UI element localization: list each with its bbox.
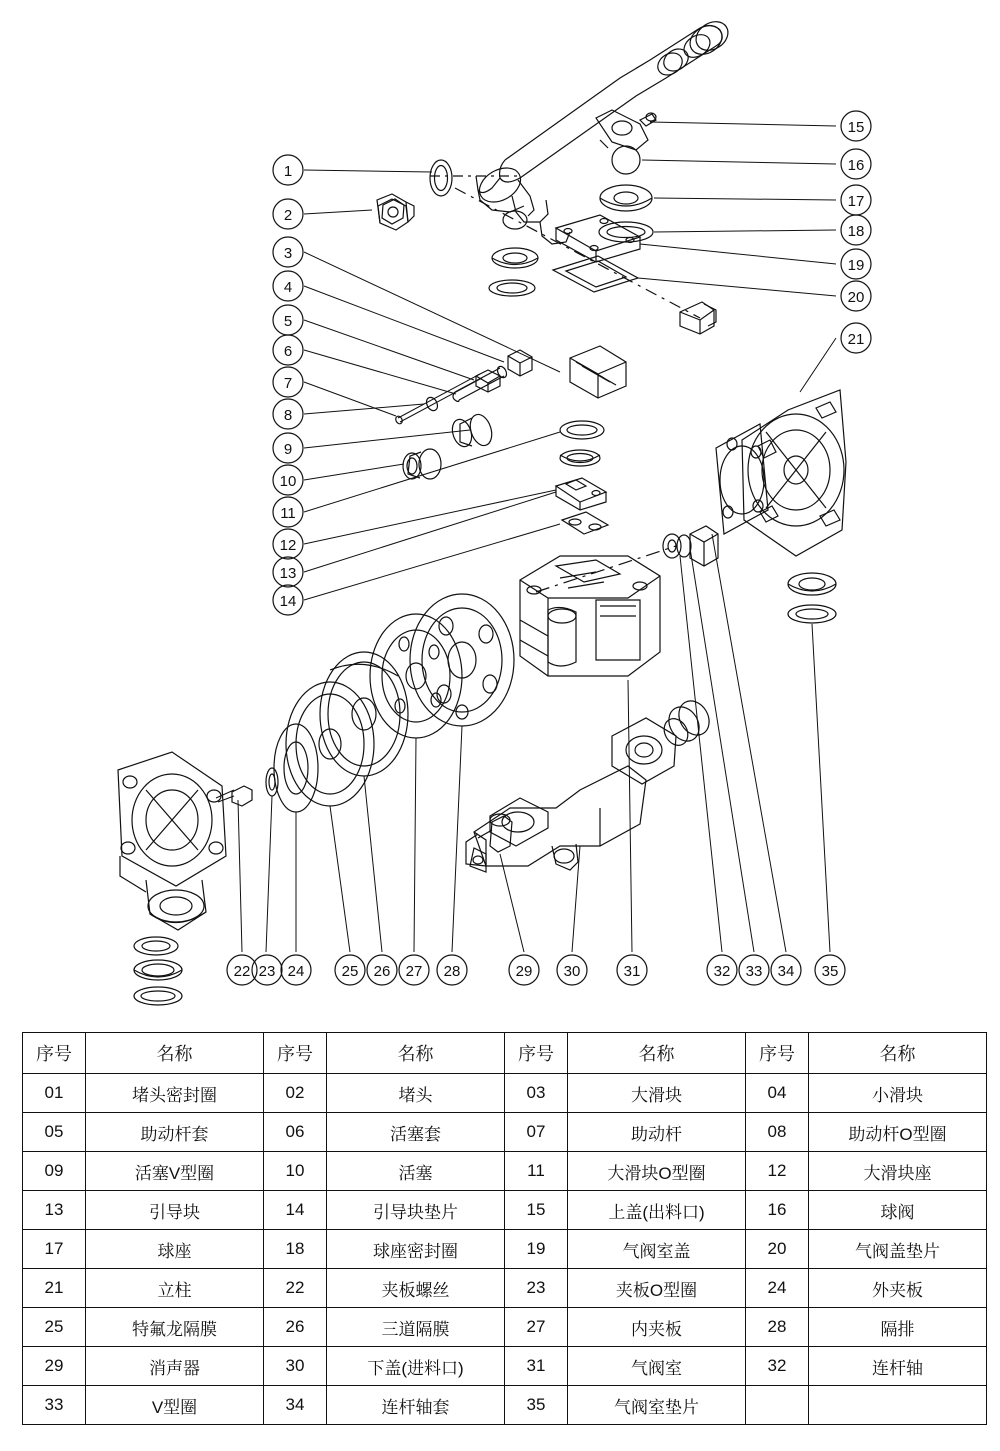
header-name-4: 名称 <box>809 1033 987 1074</box>
cell-no: 15 <box>505 1191 568 1230</box>
callout-28: 28 <box>443 963 461 980</box>
cell-name: 小滑块 <box>809 1074 987 1113</box>
parts-table <box>22 1032 987 1425</box>
cell-name: 消声器 <box>86 1347 264 1386</box>
callout-11: 11 <box>280 505 296 522</box>
callout-23: 23 <box>258 963 276 980</box>
cell-name: 气阀盖垫片 <box>809 1230 987 1269</box>
cell-no: 06 <box>264 1113 327 1152</box>
cell-no: 32 <box>746 1347 809 1386</box>
cell-name: 夹板O型圈 <box>568 1269 746 1308</box>
cell-no: 02 <box>264 1074 327 1113</box>
cell-no: 05 <box>23 1113 86 1152</box>
cell-name: 助动杆O型圈 <box>809 1113 987 1152</box>
header-no-1: 序号 <box>23 1033 86 1074</box>
callout-13: 13 <box>279 565 297 582</box>
cell-no: 21 <box>23 1269 86 1308</box>
cell-name: 球座密封圈 <box>327 1230 505 1269</box>
cell-no: 08 <box>746 1113 809 1152</box>
callout-30: 30 <box>563 963 581 980</box>
callout-1: 1 <box>283 163 293 180</box>
callout-7: 7 <box>283 375 293 392</box>
callout-8: 8 <box>283 407 293 424</box>
cell-name: 气阀室盖 <box>568 1230 746 1269</box>
cell-no: 09 <box>23 1152 86 1191</box>
cell-name: 大滑块 <box>568 1074 746 1113</box>
header-name-1: 名称 <box>86 1033 264 1074</box>
callout-29: 29 <box>515 963 533 980</box>
cell-no: 16 <box>746 1191 809 1230</box>
table-row <box>23 1074 987 1113</box>
table-row <box>23 1230 987 1269</box>
callout-9: 9 <box>283 441 293 458</box>
callout-15: 15 <box>847 119 865 136</box>
cell-name: 球座 <box>86 1230 264 1269</box>
cell-name: 连杆轴套 <box>327 1386 505 1425</box>
callout-26: 26 <box>373 963 391 980</box>
callout-27: 27 <box>405 963 423 980</box>
header-name-3: 名称 <box>568 1033 746 1074</box>
cell-no: 33 <box>23 1386 86 1425</box>
cell-no: 30 <box>264 1347 327 1386</box>
callout-24: 24 <box>287 963 305 980</box>
cell-name: V型圈 <box>86 1386 264 1425</box>
callout-6: 6 <box>283 343 293 360</box>
cell-no: 10 <box>264 1152 327 1191</box>
cell-name: 大滑块座 <box>809 1152 987 1191</box>
callout-4: 4 <box>283 279 293 296</box>
cell-name: 助动杆 <box>568 1113 746 1152</box>
callout-25: 25 <box>341 963 359 980</box>
cell-no: 29 <box>23 1347 86 1386</box>
cell-no: 27 <box>505 1308 568 1347</box>
header-name-2: 名称 <box>327 1033 505 1074</box>
cell-name: 立柱 <box>86 1269 264 1308</box>
callout-31: 31 <box>623 963 641 980</box>
cell-name: 夹板螺丝 <box>327 1269 505 1308</box>
cell-name: 引导块垫片 <box>327 1191 505 1230</box>
cell-name: 隔排 <box>809 1308 987 1347</box>
cell-name: 上盖(出料口) <box>568 1191 746 1230</box>
cell-no: 22 <box>264 1269 327 1308</box>
cell-name: 活塞套 <box>327 1113 505 1152</box>
cell-name: 堵头 <box>327 1074 505 1113</box>
callout-2: 2 <box>283 207 293 224</box>
cell-name: 助动杆套 <box>86 1113 264 1152</box>
cell-name: 内夹板 <box>568 1308 746 1347</box>
cell-no: 18 <box>264 1230 327 1269</box>
cell-no: 03 <box>505 1074 568 1113</box>
table-row <box>23 1269 987 1308</box>
cell-no: 31 <box>505 1347 568 1386</box>
cell-no: 19 <box>505 1230 568 1269</box>
callout-14: 14 <box>279 593 297 610</box>
callout-3: 3 <box>283 245 293 262</box>
cell-name: 活塞 <box>327 1152 505 1191</box>
table-row <box>23 1113 987 1152</box>
callout-16: 16 <box>847 157 865 174</box>
header-no-4: 序号 <box>746 1033 809 1074</box>
callout-33: 33 <box>745 963 763 980</box>
cell-name <box>809 1386 987 1425</box>
callout-22: 22 <box>233 963 251 980</box>
table-row <box>23 1347 987 1386</box>
cell-no: 12 <box>746 1152 809 1191</box>
cell-no: 20 <box>746 1230 809 1269</box>
header-no-3: 序号 <box>505 1033 568 1074</box>
parts-list-table <box>22 1032 978 1425</box>
cell-name: 三道隔膜 <box>327 1308 505 1347</box>
cell-no: 23 <box>505 1269 568 1308</box>
cell-name: 外夹板 <box>809 1269 987 1308</box>
cell-no: 11 <box>505 1152 568 1191</box>
cell-name: 气阀室垫片 <box>568 1386 746 1425</box>
cell-name: 引导块 <box>86 1191 264 1230</box>
cell-name: 下盖(进料口) <box>327 1347 505 1386</box>
cell-no: 04 <box>746 1074 809 1113</box>
cell-no: 26 <box>264 1308 327 1347</box>
cell-name: 特氟龙隔膜 <box>86 1308 264 1347</box>
cell-name: 连杆轴 <box>809 1347 987 1386</box>
cell-name: 活塞V型圈 <box>86 1152 264 1191</box>
cell-name: 大滑块O型圈 <box>568 1152 746 1191</box>
table-header-row <box>23 1033 987 1074</box>
callout-20: 20 <box>847 289 865 306</box>
cell-no: 17 <box>23 1230 86 1269</box>
cell-no: 01 <box>23 1074 86 1113</box>
callout-19: 19 <box>847 257 865 274</box>
cell-no <box>746 1386 809 1425</box>
table-row <box>23 1386 987 1425</box>
callout-18: 18 <box>847 223 865 240</box>
cell-name: 球阀 <box>809 1191 987 1230</box>
callout-12: 12 <box>279 537 297 554</box>
cell-no: 14 <box>264 1191 327 1230</box>
callout-10: 10 <box>279 473 297 490</box>
table-row <box>23 1191 987 1230</box>
callout-34: 34 <box>777 963 795 980</box>
cell-no: 24 <box>746 1269 809 1308</box>
cell-no: 35 <box>505 1386 568 1425</box>
table-row <box>23 1152 987 1191</box>
cell-no: 13 <box>23 1191 86 1230</box>
callout-5: 5 <box>283 313 293 330</box>
cell-no: 07 <box>505 1113 568 1152</box>
cell-name: 堵头密封圈 <box>86 1074 264 1113</box>
cell-no: 25 <box>23 1308 86 1347</box>
callout-35: 35 <box>821 963 839 980</box>
callout-32: 32 <box>713 963 731 980</box>
callout-21: 21 <box>847 331 865 348</box>
header-no-2: 序号 <box>264 1033 327 1074</box>
table-row <box>23 1308 987 1347</box>
callout-17: 17 <box>847 193 865 210</box>
cell-name: 气阀室 <box>568 1347 746 1386</box>
cell-no: 28 <box>746 1308 809 1347</box>
cell-no: 34 <box>264 1386 327 1425</box>
